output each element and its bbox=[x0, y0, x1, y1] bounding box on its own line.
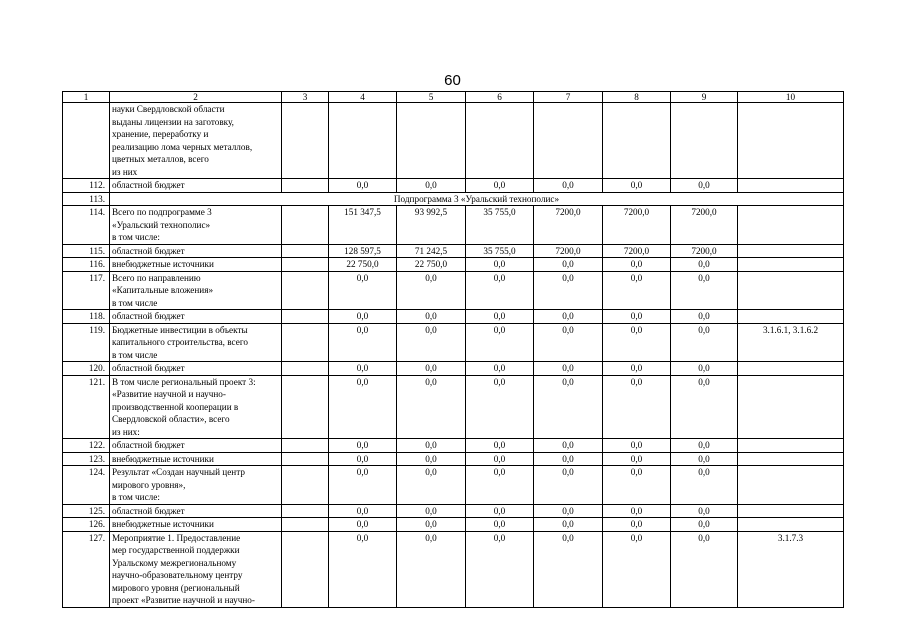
value-cell-6: 0,0 bbox=[466, 258, 534, 272]
value-cell-6: 0,0 bbox=[466, 375, 534, 439]
value-cell-3 bbox=[282, 244, 329, 258]
table-row bbox=[63, 244, 844, 258]
value-cell-9: 7200,0 bbox=[671, 206, 738, 245]
value-cell-3 bbox=[282, 531, 329, 607]
value-cell-9: 0,0 bbox=[671, 323, 738, 362]
value-cell-8: 0,0 bbox=[603, 452, 671, 466]
value-cell-9: 7200,0 bbox=[671, 244, 738, 258]
value-cell-7: 0,0 bbox=[534, 310, 603, 324]
value-cell-8: 0,0 bbox=[603, 323, 671, 362]
column-header-6: 6 bbox=[466, 92, 534, 103]
value-cell-7: 0,0 bbox=[534, 323, 603, 362]
row-reference bbox=[738, 504, 844, 518]
table-row bbox=[63, 504, 844, 518]
value-cell-8: 0,0 bbox=[603, 258, 671, 272]
row-description: внебюджетные источники bbox=[110, 518, 282, 532]
row-reference: 3.1.6.1, 3.1.6.2 bbox=[738, 323, 844, 362]
value-cell-8: 0,0 bbox=[603, 466, 671, 505]
row-number: 119. bbox=[63, 323, 110, 362]
value-cell-3 bbox=[282, 323, 329, 362]
value-cell-3 bbox=[282, 439, 329, 453]
value-cell-7: 0,0 bbox=[534, 271, 603, 310]
row-description: Результат «Создан научный центр мирового уровня», в том числе: bbox=[110, 466, 282, 505]
row-number: 122. bbox=[63, 439, 110, 453]
row-description: областной бюджет bbox=[110, 179, 282, 193]
table-row bbox=[63, 466, 844, 505]
value-cell-6: 0,0 bbox=[466, 531, 534, 607]
value-cell-3 bbox=[282, 375, 329, 439]
row-description: областной бюджет bbox=[110, 504, 282, 518]
table-row bbox=[63, 271, 844, 310]
column-header-2: 2 bbox=[110, 92, 282, 103]
value-cell-3 bbox=[282, 103, 329, 179]
value-cell-3 bbox=[282, 271, 329, 310]
value-cell-5: 0,0 bbox=[397, 362, 466, 376]
value-cell-3 bbox=[282, 452, 329, 466]
value-cell-7: 0,0 bbox=[534, 452, 603, 466]
value-cell-5: 0,0 bbox=[397, 179, 466, 193]
value-cell-8: 0,0 bbox=[603, 310, 671, 324]
row-number: 116. bbox=[63, 258, 110, 272]
value-cell-4: 0,0 bbox=[329, 452, 397, 466]
value-cell-4: 151 347,5 bbox=[329, 206, 397, 245]
value-cell-4: 0,0 bbox=[329, 518, 397, 532]
row-number: 113. bbox=[63, 192, 110, 206]
table-row bbox=[63, 323, 844, 362]
value-cell-9: 0,0 bbox=[671, 179, 738, 193]
row-number: 120. bbox=[63, 362, 110, 376]
value-cell-6: 0,0 bbox=[466, 179, 534, 193]
row-number: 125. bbox=[63, 504, 110, 518]
value-cell-3 bbox=[282, 179, 329, 193]
value-cell-6: 35 755,0 bbox=[466, 206, 534, 245]
value-cell-9: 0,0 bbox=[671, 310, 738, 324]
row-number: 126. bbox=[63, 518, 110, 532]
value-cell-5: 0,0 bbox=[397, 531, 466, 607]
value-cell-8: 0,0 bbox=[603, 531, 671, 607]
table-row bbox=[63, 258, 844, 272]
column-header-8: 8 bbox=[603, 92, 671, 103]
value-cell-8: 0,0 bbox=[603, 271, 671, 310]
row-description: Бюджетные инвестиции в объекты капитального строительства, всего в том числе bbox=[110, 323, 282, 362]
value-cell-8: 7200,0 bbox=[603, 206, 671, 245]
value-cell-9: 0,0 bbox=[671, 518, 738, 532]
table-row bbox=[63, 206, 844, 245]
value-cell-9 bbox=[671, 103, 738, 179]
row-reference bbox=[738, 375, 844, 439]
column-header-4: 4 bbox=[329, 92, 397, 103]
value-cell-3 bbox=[282, 258, 329, 272]
value-cell-4: 0,0 bbox=[329, 466, 397, 505]
row-reference bbox=[738, 362, 844, 376]
row-number: 123. bbox=[63, 452, 110, 466]
column-header-10: 10 bbox=[738, 92, 844, 103]
row-description: Всего по подпрограмме 3 «Уральский технополис» в том числе: bbox=[110, 206, 282, 245]
row-reference bbox=[738, 466, 844, 505]
value-cell-5: 0,0 bbox=[397, 452, 466, 466]
subprogram-row bbox=[63, 192, 844, 206]
value-cell-3 bbox=[282, 518, 329, 532]
value-cell-7: 0,0 bbox=[534, 439, 603, 453]
value-cell-9: 0,0 bbox=[671, 504, 738, 518]
value-cell-8 bbox=[603, 103, 671, 179]
table-row bbox=[63, 452, 844, 466]
value-cell-3 bbox=[282, 310, 329, 324]
row-number bbox=[63, 103, 110, 179]
value-cell-5: 0,0 bbox=[397, 439, 466, 453]
value-cell-6: 0,0 bbox=[466, 271, 534, 310]
value-cell-9: 0,0 bbox=[671, 362, 738, 376]
row-reference: 3.1.7.3 bbox=[738, 531, 844, 607]
row-reference bbox=[738, 271, 844, 310]
table-row bbox=[63, 518, 844, 532]
row-number: 127. bbox=[63, 531, 110, 607]
table-row bbox=[63, 375, 844, 439]
value-cell-6: 0,0 bbox=[466, 362, 534, 376]
value-cell-7: 0,0 bbox=[534, 362, 603, 376]
row-number: 115. bbox=[63, 244, 110, 258]
row-reference bbox=[738, 103, 844, 179]
row-description: науки Свердловской области выданы лицензии на заготовку, хранение, переработку и реализацию лома черных металлов, цветных металлов, всего из них bbox=[110, 103, 282, 179]
row-description: внебюджетные источники bbox=[110, 258, 282, 272]
row-description: областной бюджет bbox=[110, 439, 282, 453]
value-cell-6: 0,0 bbox=[466, 504, 534, 518]
table-row bbox=[63, 531, 844, 607]
row-reference bbox=[738, 518, 844, 532]
value-cell-4: 0,0 bbox=[329, 504, 397, 518]
value-cell-8: 0,0 bbox=[603, 362, 671, 376]
row-description: внебюджетные источники bbox=[110, 452, 282, 466]
value-cell-8: 0,0 bbox=[603, 504, 671, 518]
table-row bbox=[63, 439, 844, 453]
column-header-3: 3 bbox=[282, 92, 329, 103]
value-cell-6: 0,0 bbox=[466, 466, 534, 505]
value-cell-5: 93 992,5 bbox=[397, 206, 466, 245]
table-header-row bbox=[63, 92, 844, 103]
row-description: областной бюджет bbox=[110, 362, 282, 376]
row-reference bbox=[738, 439, 844, 453]
value-cell-4: 0,0 bbox=[329, 179, 397, 193]
value-cell-6: 0,0 bbox=[466, 439, 534, 453]
row-reference bbox=[738, 244, 844, 258]
value-cell-9: 0,0 bbox=[671, 439, 738, 453]
table-row bbox=[63, 310, 844, 324]
page-number: 60 bbox=[444, 72, 461, 89]
value-cell-8: 7200,0 bbox=[603, 244, 671, 258]
row-description: Всего по направлению «Капитальные вложения» в том числе bbox=[110, 271, 282, 310]
row-number: 121. bbox=[63, 375, 110, 439]
value-cell-6 bbox=[466, 103, 534, 179]
value-cell-4: 0,0 bbox=[329, 323, 397, 362]
value-cell-3 bbox=[282, 206, 329, 245]
row-number: 114. bbox=[63, 206, 110, 245]
value-cell-7: 0,0 bbox=[534, 504, 603, 518]
value-cell-4 bbox=[329, 103, 397, 179]
budget-table bbox=[62, 91, 844, 608]
value-cell-8: 0,0 bbox=[603, 375, 671, 439]
value-cell-6: 0,0 bbox=[466, 518, 534, 532]
value-cell-8: 0,0 bbox=[603, 518, 671, 532]
column-header-7: 7 bbox=[534, 92, 603, 103]
value-cell-7: 0,0 bbox=[534, 466, 603, 505]
row-reference bbox=[738, 310, 844, 324]
row-reference bbox=[738, 179, 844, 193]
row-description: В том числе региональный проект 3: «Развитие научной и научно- производственной кооперации в Свердловской области», всего из них: bbox=[110, 375, 282, 439]
value-cell-8: 0,0 bbox=[603, 179, 671, 193]
value-cell-5: 22 750,0 bbox=[397, 258, 466, 272]
value-cell-7: 0,0 bbox=[534, 258, 603, 272]
value-cell-5: 0,0 bbox=[397, 504, 466, 518]
column-header-1: 1 bbox=[63, 92, 110, 103]
table-row bbox=[63, 179, 844, 193]
subprogram-title: Подпрограмма 3 «Уральский технополис» bbox=[110, 192, 844, 206]
row-reference bbox=[738, 258, 844, 272]
value-cell-7: 7200,0 bbox=[534, 206, 603, 245]
value-cell-9: 0,0 bbox=[671, 375, 738, 439]
value-cell-9: 0,0 bbox=[671, 258, 738, 272]
value-cell-9: 0,0 bbox=[671, 271, 738, 310]
value-cell-6: 0,0 bbox=[466, 323, 534, 362]
value-cell-6: 0,0 bbox=[466, 452, 534, 466]
value-cell-5: 71 242,5 bbox=[397, 244, 466, 258]
table-row bbox=[63, 103, 844, 179]
row-number: 118. bbox=[63, 310, 110, 324]
value-cell-5: 0,0 bbox=[397, 518, 466, 532]
column-header-9: 9 bbox=[671, 92, 738, 103]
value-cell-4: 128 597,5 bbox=[329, 244, 397, 258]
row-description: областной бюджет bbox=[110, 244, 282, 258]
value-cell-5 bbox=[397, 103, 466, 179]
row-description: Мероприятие 1. Предоставление мер государственной поддержки Уральскому межрегиональному научно-образовательному центру мирового уровня (региональный проект «Развитие научной и научно- bbox=[110, 531, 282, 607]
value-cell-4: 0,0 bbox=[329, 531, 397, 607]
value-cell-5: 0,0 bbox=[397, 375, 466, 439]
value-cell-7 bbox=[534, 103, 603, 179]
row-reference bbox=[738, 452, 844, 466]
row-number: 124. bbox=[63, 466, 110, 505]
value-cell-5: 0,0 bbox=[397, 323, 466, 362]
value-cell-7: 0,0 bbox=[534, 531, 603, 607]
value-cell-8: 0,0 bbox=[603, 439, 671, 453]
value-cell-9: 0,0 bbox=[671, 531, 738, 607]
value-cell-7: 0,0 bbox=[534, 375, 603, 439]
value-cell-4: 0,0 bbox=[329, 375, 397, 439]
value-cell-4: 0,0 bbox=[329, 362, 397, 376]
row-number: 112. bbox=[63, 179, 110, 193]
value-cell-5: 0,0 bbox=[397, 466, 466, 505]
value-cell-5: 0,0 bbox=[397, 271, 466, 310]
column-header-5: 5 bbox=[397, 92, 466, 103]
value-cell-9: 0,0 bbox=[671, 466, 738, 505]
value-cell-5: 0,0 bbox=[397, 310, 466, 324]
value-cell-3 bbox=[282, 466, 329, 505]
row-reference bbox=[738, 206, 844, 245]
value-cell-4: 22 750,0 bbox=[329, 258, 397, 272]
table-row bbox=[63, 362, 844, 376]
value-cell-4: 0,0 bbox=[329, 310, 397, 324]
value-cell-3 bbox=[282, 504, 329, 518]
row-description: областной бюджет bbox=[110, 310, 282, 324]
value-cell-6: 0,0 bbox=[466, 310, 534, 324]
value-cell-4: 0,0 bbox=[329, 439, 397, 453]
value-cell-4: 0,0 bbox=[329, 271, 397, 310]
value-cell-3 bbox=[282, 362, 329, 376]
value-cell-7: 0,0 bbox=[534, 179, 603, 193]
value-cell-6: 35 755,0 bbox=[466, 244, 534, 258]
value-cell-7: 0,0 bbox=[534, 518, 603, 532]
value-cell-7: 7200,0 bbox=[534, 244, 603, 258]
row-number: 117. bbox=[63, 271, 110, 310]
value-cell-9: 0,0 bbox=[671, 452, 738, 466]
